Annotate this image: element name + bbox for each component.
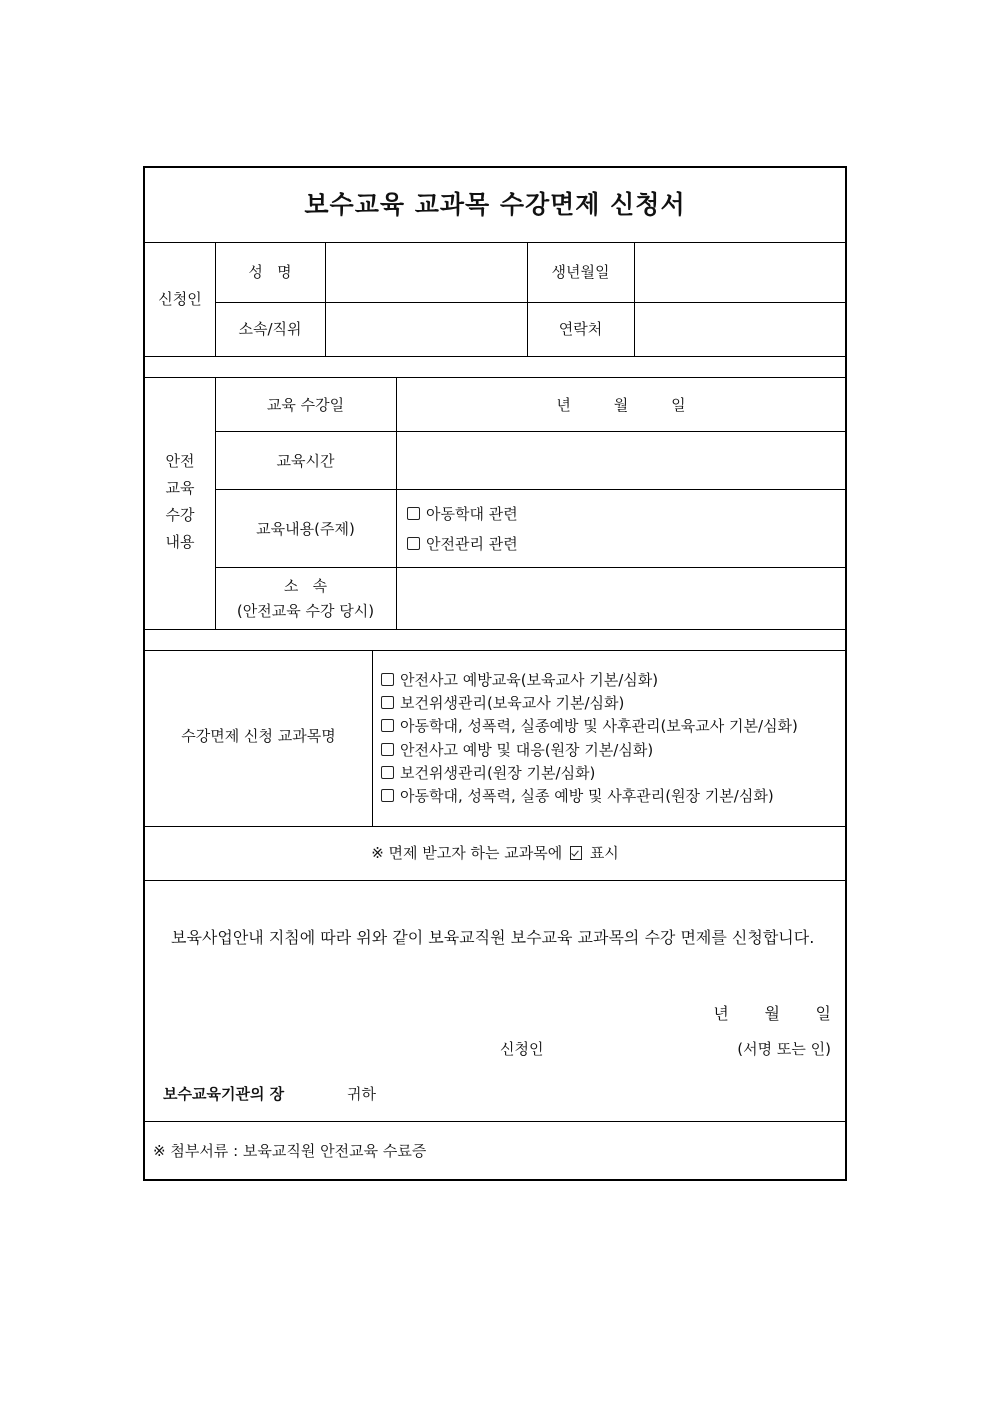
application-date: 년 월 일	[713, 1004, 831, 1023]
contact-field[interactable]	[635, 303, 845, 355]
exemption-application-form	[143, 166, 847, 1181]
education-content-label: 교육내용(주제)	[256, 520, 355, 538]
divider	[145, 1121, 845, 1122]
safety-section-label: 안전	[165, 452, 195, 470]
subject-option[interactable]: 안전사고 예방교육(보육교사 기본/심화)	[381, 670, 658, 690]
checkbox-icon[interactable]	[381, 743, 394, 756]
birth-label: 생년월일	[551, 263, 610, 281]
safety-affiliation-field[interactable]	[397, 568, 845, 628]
application-statement: 보육사업안내 지침에 따라 위와 같이 보육교직원 보수교육 교과목의 수강 면제를 신청합니다.	[171, 928, 815, 947]
attachment-note: ※ 첨부서류 : 보육교직원 안전교육 수료증	[153, 1142, 427, 1160]
education-date-label: 교육 수강일	[266, 396, 345, 414]
divider	[372, 650, 373, 826]
signature-field[interactable]	[555, 1036, 725, 1060]
applicant-sign-label: 신청인	[500, 1040, 544, 1058]
checkbox-icon[interactable]	[381, 719, 394, 732]
applicant-section-label: 신청인	[158, 290, 202, 308]
name-label: 성 명	[248, 263, 292, 281]
divider	[145, 377, 845, 378]
education-hours-label: 교육시간	[276, 452, 335, 470]
divider	[145, 356, 845, 357]
recipient: 보수교육기관의 장	[163, 1085, 285, 1103]
affiliation-field[interactable]	[326, 303, 526, 355]
contact-label: 연락처	[558, 320, 603, 338]
divider	[145, 650, 845, 651]
checkbox-icon[interactable]	[381, 766, 394, 779]
content-option-safety[interactable]: 안전관리 관련	[407, 534, 518, 554]
safety-section-label: 수강	[165, 506, 195, 524]
checkbox-icon[interactable]	[407, 537, 420, 550]
subject-option[interactable]: 안전사고 예방 및 대응(원장 기본/심화)	[381, 740, 653, 760]
checkbox-icon[interactable]	[381, 789, 394, 802]
birth-field[interactable]	[635, 243, 845, 301]
recipient-suffix: 귀하	[347, 1085, 376, 1103]
checkbox-icon[interactable]	[381, 696, 394, 709]
checked-box-icon	[570, 846, 582, 860]
content-option-child-abuse[interactable]: 아동학대 관련	[407, 504, 518, 524]
safety-section-label: 교육	[165, 479, 195, 497]
divider	[145, 880, 845, 881]
exemption-subjects-label: 수강면제 신청 교과목명	[181, 727, 336, 745]
subject-option[interactable]: 보건위생관리(보육교사 기본/심화)	[381, 693, 624, 713]
checkbox-icon[interactable]	[407, 507, 420, 520]
checkbox-icon[interactable]	[381, 673, 394, 686]
education-hours-field[interactable]	[397, 432, 845, 488]
affiliation-label: 소속/직위	[238, 320, 302, 338]
safety-affiliation-label: 소 속	[283, 577, 328, 595]
education-date-field[interactable]: 년 월 일	[556, 396, 686, 414]
subject-option[interactable]: 아동학대, 성폭력, 실종 예방 및 사후관리(원장 기본/심화)	[381, 786, 774, 806]
divider	[145, 826, 845, 827]
safety-affiliation-sublabel: (안전교육 수강 당시)	[236, 602, 375, 620]
name-field[interactable]	[326, 243, 526, 301]
page-title: 보수교육 교과목 수강면제 신청서	[304, 190, 686, 219]
divider	[145, 629, 845, 630]
sign-hint: (서명 또는 인)	[737, 1040, 831, 1058]
subject-option[interactable]: 보건위생관리(원장 기본/심화)	[381, 763, 595, 783]
divider	[215, 489, 845, 490]
safety-section-label: 내용	[165, 533, 195, 551]
subject-option[interactable]: 아동학대, 성폭력, 실종예방 및 사후관리(보육교사 기본/심화)	[381, 716, 798, 736]
checkmark-note: ※ 면제 받고자 하는 교과목에 표시	[371, 844, 619, 862]
